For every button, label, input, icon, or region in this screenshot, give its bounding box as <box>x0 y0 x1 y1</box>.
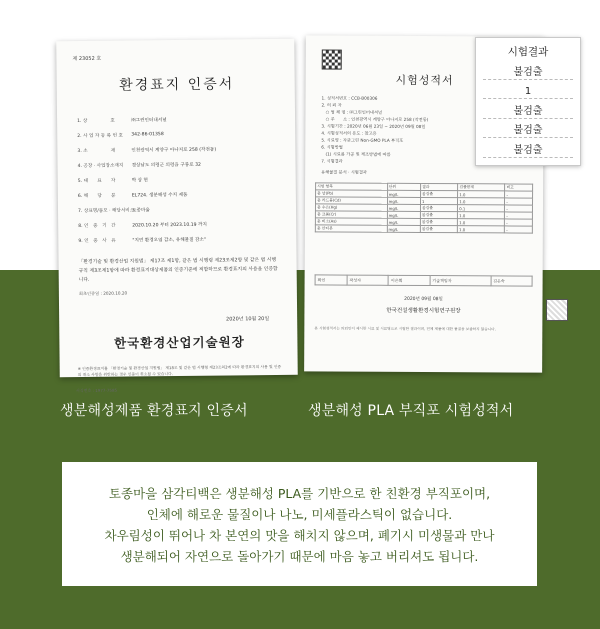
report-organization: 한국건설생활환경시험연구원장 <box>386 307 461 315</box>
certificate-issuer: 한국환경산업기술원장 <box>113 334 245 351</box>
table-cell: 총 카드뮴(Cd) <box>315 197 387 204</box>
table-cell: - <box>505 191 533 198</box>
certificate-field-row <box>74 231 282 248</box>
sign-cell: 기술책임자 <box>430 276 491 286</box>
certificate-title: 환경표지 인증서 <box>119 76 235 94</box>
table-cell: - <box>505 219 533 226</box>
report-footer: 본 시험성적서는 의뢰인이 제시한 시료 및 시료명으로 시험한 결과이며, 전체 제품에 대한 품질을 보증하지 않습니다. <box>314 326 496 332</box>
sign-cell: 이은희 <box>388 275 430 285</box>
certificate-field-value: 인천광역시 계양구 아나지로 258 (작전동) <box>131 147 217 153</box>
report-line: 7. 시험결과 <box>321 158 343 164</box>
report-line: 6. 시험방법 <box>321 144 343 150</box>
caption-report: 생분해성 PLA 부직포 시험성적서 <box>308 403 514 419</box>
eco-label-certificate <box>56 39 298 394</box>
certificate-field-label: 8. 인 증 기 간 <box>78 223 116 229</box>
table-cell: 검출한계 <box>458 184 505 191</box>
sign-cell: 김은숙 <box>491 276 533 286</box>
table-cell: 불검출 <box>420 225 457 232</box>
caption-certificate: 생분해성제품 환경표지 인증서 <box>60 403 248 419</box>
certificate-issue-date: 2020년 10월 20일 <box>226 316 270 323</box>
table-cell: 총 비소(As) <box>315 218 387 225</box>
certificate-field-value: 2020.10.20 부터 2023.10.19 까지 <box>132 222 207 228</box>
report-date: 2020년 09월 08일 <box>404 296 443 303</box>
certificate-body-text: 「환경기술 및 환경산업 지원법」 제17조 제1항, 같은 법 시행령 제23조제2항 및 같은 법 시행규칙 제3조제1항에 따라 환경표지대상제품의 인증기준에 적합하므로 환경표지의 사용을 인증합니다. <box>78 257 278 284</box>
table-cell: mg/L <box>387 204 420 211</box>
certificate-form-number: 서식번호 : 1977-7585 <box>75 387 118 394</box>
table-cell: 불검출 <box>420 204 457 211</box>
sign-row <box>315 275 532 286</box>
table-row <box>315 225 532 233</box>
certificate-initial-date: 최초인증일 : 2020.10.20 <box>78 290 128 297</box>
report-line: 3. 시험기간 : 2020년 06월 23일 ~ 2020년 09월 08일 <box>321 123 426 130</box>
report-line: (1) 시료를 가공 및 제조방법에 따름 <box>321 151 391 157</box>
table-cell: 불검출 <box>420 211 457 218</box>
table-cell: 1.0 <box>458 219 505 226</box>
callout-result: 불검출 <box>483 65 573 80</box>
table-cell: 결과 <box>421 183 458 190</box>
certificate-field-value: ㈜그린인터내셔널 <box>131 117 167 123</box>
callout-result: 불검출 <box>483 123 573 138</box>
table-cell: 총 크롬(Cr) <box>315 211 387 218</box>
report-sign-table <box>315 274 533 286</box>
callout-result: 불검출 <box>483 104 573 119</box>
table-cell: mg/L <box>387 211 420 218</box>
report-line: 1. 성적서번호 : CCB-B00306 <box>321 95 378 101</box>
certificate-field-value: 경상남도 의령군 의령읍 구룡로 32 <box>131 162 201 168</box>
certificate-field-label: 9. 인 증 사 유 <box>78 238 116 244</box>
table-cell: 단위 <box>387 183 420 190</box>
certificate-field-label: 6. 해 당 분 <box>77 193 116 199</box>
callout-result: 1 <box>483 84 573 99</box>
qr-code-icon <box>322 49 342 69</box>
report-line: 5. 시료명 : 자균그린 Non-GMO PLA 부직포 <box>321 137 404 143</box>
table-cell: 불검출 <box>420 218 457 225</box>
certificate-number: 제 23052 호 <box>72 55 102 63</box>
results-callout <box>475 37 581 166</box>
table-cell: 1.0 <box>458 212 505 219</box>
table-cell: 1.0 <box>458 191 505 198</box>
table-cell: mg/L <box>387 225 420 232</box>
certificate-field-label: 1. 상 호 <box>77 118 115 124</box>
certificate-fields <box>73 111 282 248</box>
table-cell: - <box>505 205 533 212</box>
certificate-field-value: 박 상 현 <box>131 177 148 183</box>
table-cell: - <box>505 226 533 233</box>
description-line: 토종마을 삼각티백은 생분해성 PLA를 기반으로 한 친환경 부직포이며, <box>108 486 491 501</box>
table-cell: 총 납(Pb) <box>316 190 388 197</box>
description-line: 생분해되어 자연으로 돌아가기 때문에 마음 놓고 버리셔도 됩니다. <box>120 549 479 564</box>
certificate-notes: ※ 인증환경표지를 「환경기술 및 환경산업 지원법」 제18조 및 같은 법 시행령 제23조의2에 따라 환경표지의 사용 및 인증의 취소 사항을 위반하는 경우 인증이 취소될 수 있습니다. <box>77 363 282 378</box>
table-cell: - <box>505 198 533 205</box>
report-line: ○ 주 소 : 인천광역시 계양구 아나지로 258 (작전동) <box>321 116 429 123</box>
description-line: 인체에 해로운 물질이나 나노, 미세플라스틱이 없습니다. <box>146 507 453 522</box>
table-cell: 총 안티몬 <box>315 225 387 232</box>
report-line: 4. 시험성적서의 용도 : 참고용 <box>321 130 377 136</box>
certificate-field-value: 342-86-01358 <box>131 132 164 138</box>
table-cell: 총 수은(Hg) <box>315 204 387 211</box>
report-results-table <box>315 182 533 233</box>
table-cell: 시험 항목 <box>316 183 388 190</box>
table-cell: mg/L <box>387 190 420 197</box>
table-cell: 0.1 <box>458 205 505 212</box>
certificate-field-value: "지연 환경오염 감소, 유해물질 감소" <box>132 237 207 243</box>
description-box <box>62 462 537 586</box>
table-cell: 1.0 <box>458 198 505 205</box>
report-line: 2. 의 뢰 자 <box>321 102 342 108</box>
callout-heading: 시험결과 <box>507 46 549 59</box>
description-line: 차우림성이 뛰어나 차 본연의 맛을 해치지 않으며, 폐기시 미생물과 만나 <box>104 528 495 543</box>
certificate-field-label: 3. 소 재 <box>77 148 116 154</box>
callout-result: 불검출 <box>483 143 573 158</box>
table-cell: 불검출 <box>421 190 458 197</box>
report-line: ○ 업 체 명 : ㈜그린인터내셔널 <box>321 109 383 115</box>
certificate-field-label: 2. 사 업 자 등 록 번 호 <box>77 133 123 139</box>
table-cell: mg/L <box>387 197 420 204</box>
certificate-field-label: 7. 상표명/품모 · 해당서비스 <box>78 207 135 214</box>
certificate-field-label: 5. 대 표 자 <box>77 178 116 184</box>
sign-cell: 확인 <box>315 275 347 285</box>
certificate-field-value: EL724. 생분해성 수지 제품 <box>131 192 188 198</box>
certificate-field-label: 4. 공장 · 사업장소재지 <box>77 163 124 169</box>
certificate-field-value: 토종마을 <box>131 207 150 213</box>
official-seal-icon <box>546 299 568 321</box>
report-table-caption: 유해물질 분석 · 시험결과 <box>321 169 367 175</box>
table-cell: 비고 <box>505 184 533 191</box>
sign-cell: 작성자 <box>347 275 389 285</box>
table-cell: mg/L <box>387 218 420 225</box>
table-cell: 1.0 <box>458 226 505 233</box>
table-cell: 1 <box>420 197 457 204</box>
report-title: 시험성적서 <box>395 73 454 88</box>
table-cell: - <box>505 212 533 219</box>
